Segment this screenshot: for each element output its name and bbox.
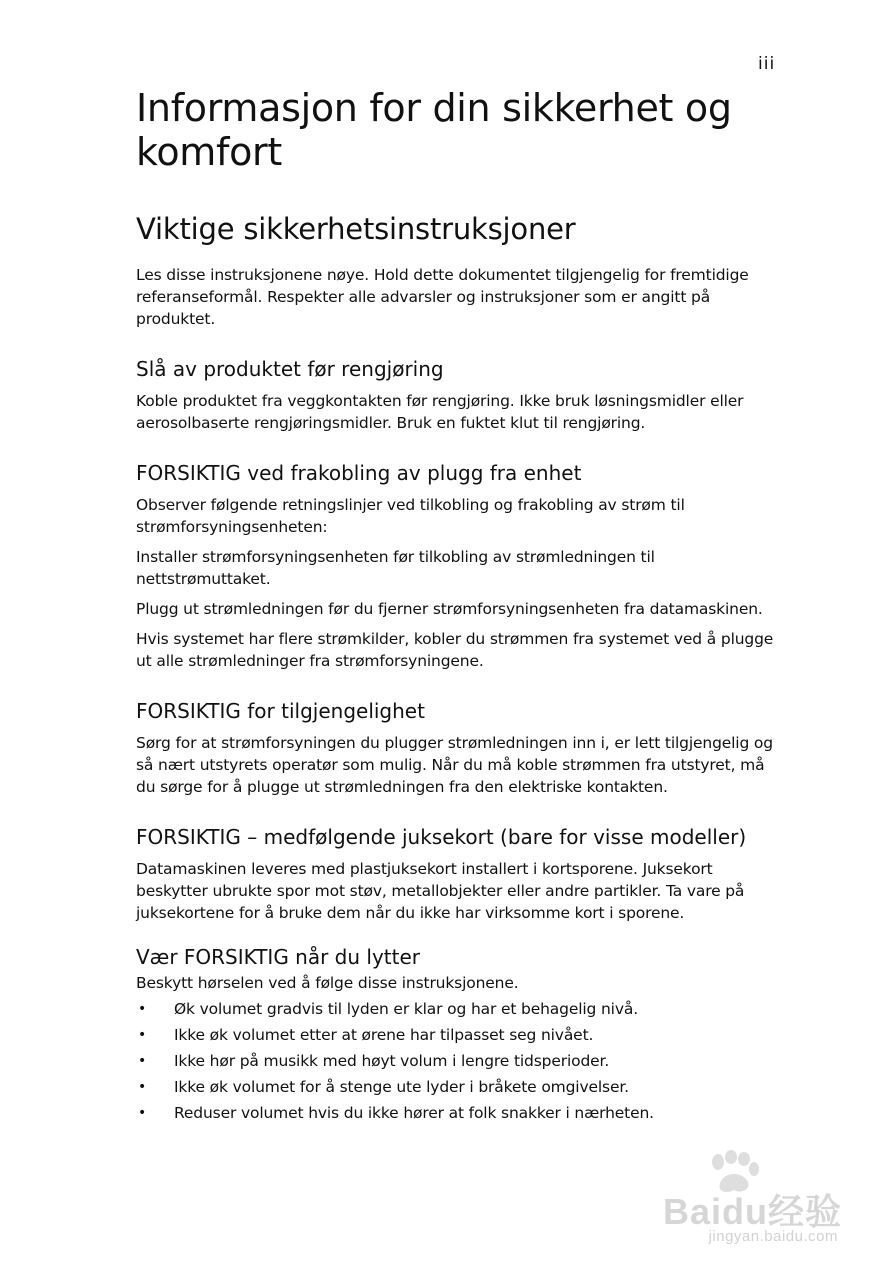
document-body	[136, 86, 786, 1128]
intro-paragraph: Les disse instruksjonene nøye. Hold dette dokumentet tilgjengelig for fremtidige referanseformål. Respekter alle advarsler og instruksjoner som er angitt på produktet.	[136, 266, 749, 328]
bullet-icon: •	[138, 1105, 147, 1121]
list-item-text: Øk volumet gradvis til lyden er klar og har et behagelig nivå.	[174, 1000, 638, 1018]
section-paragraph: Hvis systemet har flere strømkilder, kobler du strømmen fra systemet ved å plugge ut alle strømledninger fra strømforsyningene.	[136, 630, 774, 670]
section-accessibility	[136, 698, 786, 798]
bullet-icon: •	[138, 1001, 147, 1017]
section-paragraph: Installer strømforsyningsenheten før tilkobling av strømledningen til nettstrømuttaket.	[136, 548, 655, 588]
section-listening	[136, 944, 786, 1124]
bullet-icon: •	[138, 1053, 147, 1069]
section-paragraph: Plugg ut strømledningen før du fjerner strømforsyningsenheten fra datamaskinen.	[136, 600, 763, 618]
document-title: Informasjon for din sikkerhet og komfort	[136, 86, 732, 174]
list-item	[136, 1102, 786, 1124]
section-paragraph: Koble produktet fra veggkontakten før rengjøring. Ikke bruk løsningsmidler eller aerosolbaserte rengjøringsmidler. Bruk en fuktet klut til rengjøring.	[136, 392, 744, 432]
section-heading: FORSIKTIG for tilgjengelighet	[136, 699, 425, 723]
section-heading: Vær FORSIKTIG når du lytter	[136, 945, 421, 969]
bullet-icon: •	[138, 1079, 147, 1095]
section-dummy-cards	[136, 824, 786, 924]
list-item-text: Ikke øk volumet etter at ørene har tilpasset seg nivået.	[174, 1026, 594, 1044]
section-paragraph: Beskytt hørselen ved å følge disse instruksjonene.	[136, 974, 519, 992]
section-unplugging	[136, 460, 786, 672]
section-paragraph: Datamaskinen leveres med plastjuksekort installert i kortsporene. Juksekort beskytter ubrukte spor mot støv, metallobjekter eller andre partikler. Ta vare på juksekortene for å bruke dem når du ikke har virksomme kort i sporene.	[136, 860, 745, 922]
list-item-text: Reduser volumet hvis du ikke hører at folk snakker i nærheten.	[174, 1104, 654, 1122]
section-paragraph: Observer følgende retningslinjer ved tilkobling og frakobling av strøm til strømforsyningsenheten:	[136, 496, 685, 536]
section-heading: FORSIKTIG – medfølgende juksekort (bare for visse modeller)	[136, 825, 747, 849]
listening-bullet-list	[136, 998, 786, 1124]
bullet-icon: •	[138, 1027, 147, 1043]
list-item	[136, 1076, 786, 1098]
section-heading: FORSIKTIG ved frakobling av plugg fra enhet	[136, 461, 582, 485]
section-cleaning	[136, 356, 786, 434]
main-heading: Viktige sikkerhetsinstruksjoner	[136, 212, 576, 246]
list-item	[136, 1050, 786, 1072]
section-paragraph: Sørg for at strømforsyningen du plugger strømledningen inn i, er lett tilgjengelig og så nært utstyrets operatør som mulig. Når du må koble strømmen fra utstyret, må du sørge for å plugge ut strømledningen fra den elektriske kontakten.	[136, 734, 773, 796]
list-item-text: Ikke øk volumet for å stenge ute lyder i bråkete omgivelser.	[174, 1078, 629, 1096]
watermark-url: jingyan.baidu.com	[708, 1228, 838, 1245]
list-item-text: Ikke hør på musikk med høyt volum i lengre tidsperioder.	[174, 1052, 610, 1070]
list-item	[136, 998, 786, 1020]
watermark-brand: Baidu经验	[662, 1191, 842, 1232]
baidu-watermark	[642, 1150, 842, 1250]
section-heading: Slå av produktet før rengjøring	[136, 357, 444, 381]
list-item	[136, 1024, 786, 1046]
page-number: iii	[758, 54, 776, 74]
